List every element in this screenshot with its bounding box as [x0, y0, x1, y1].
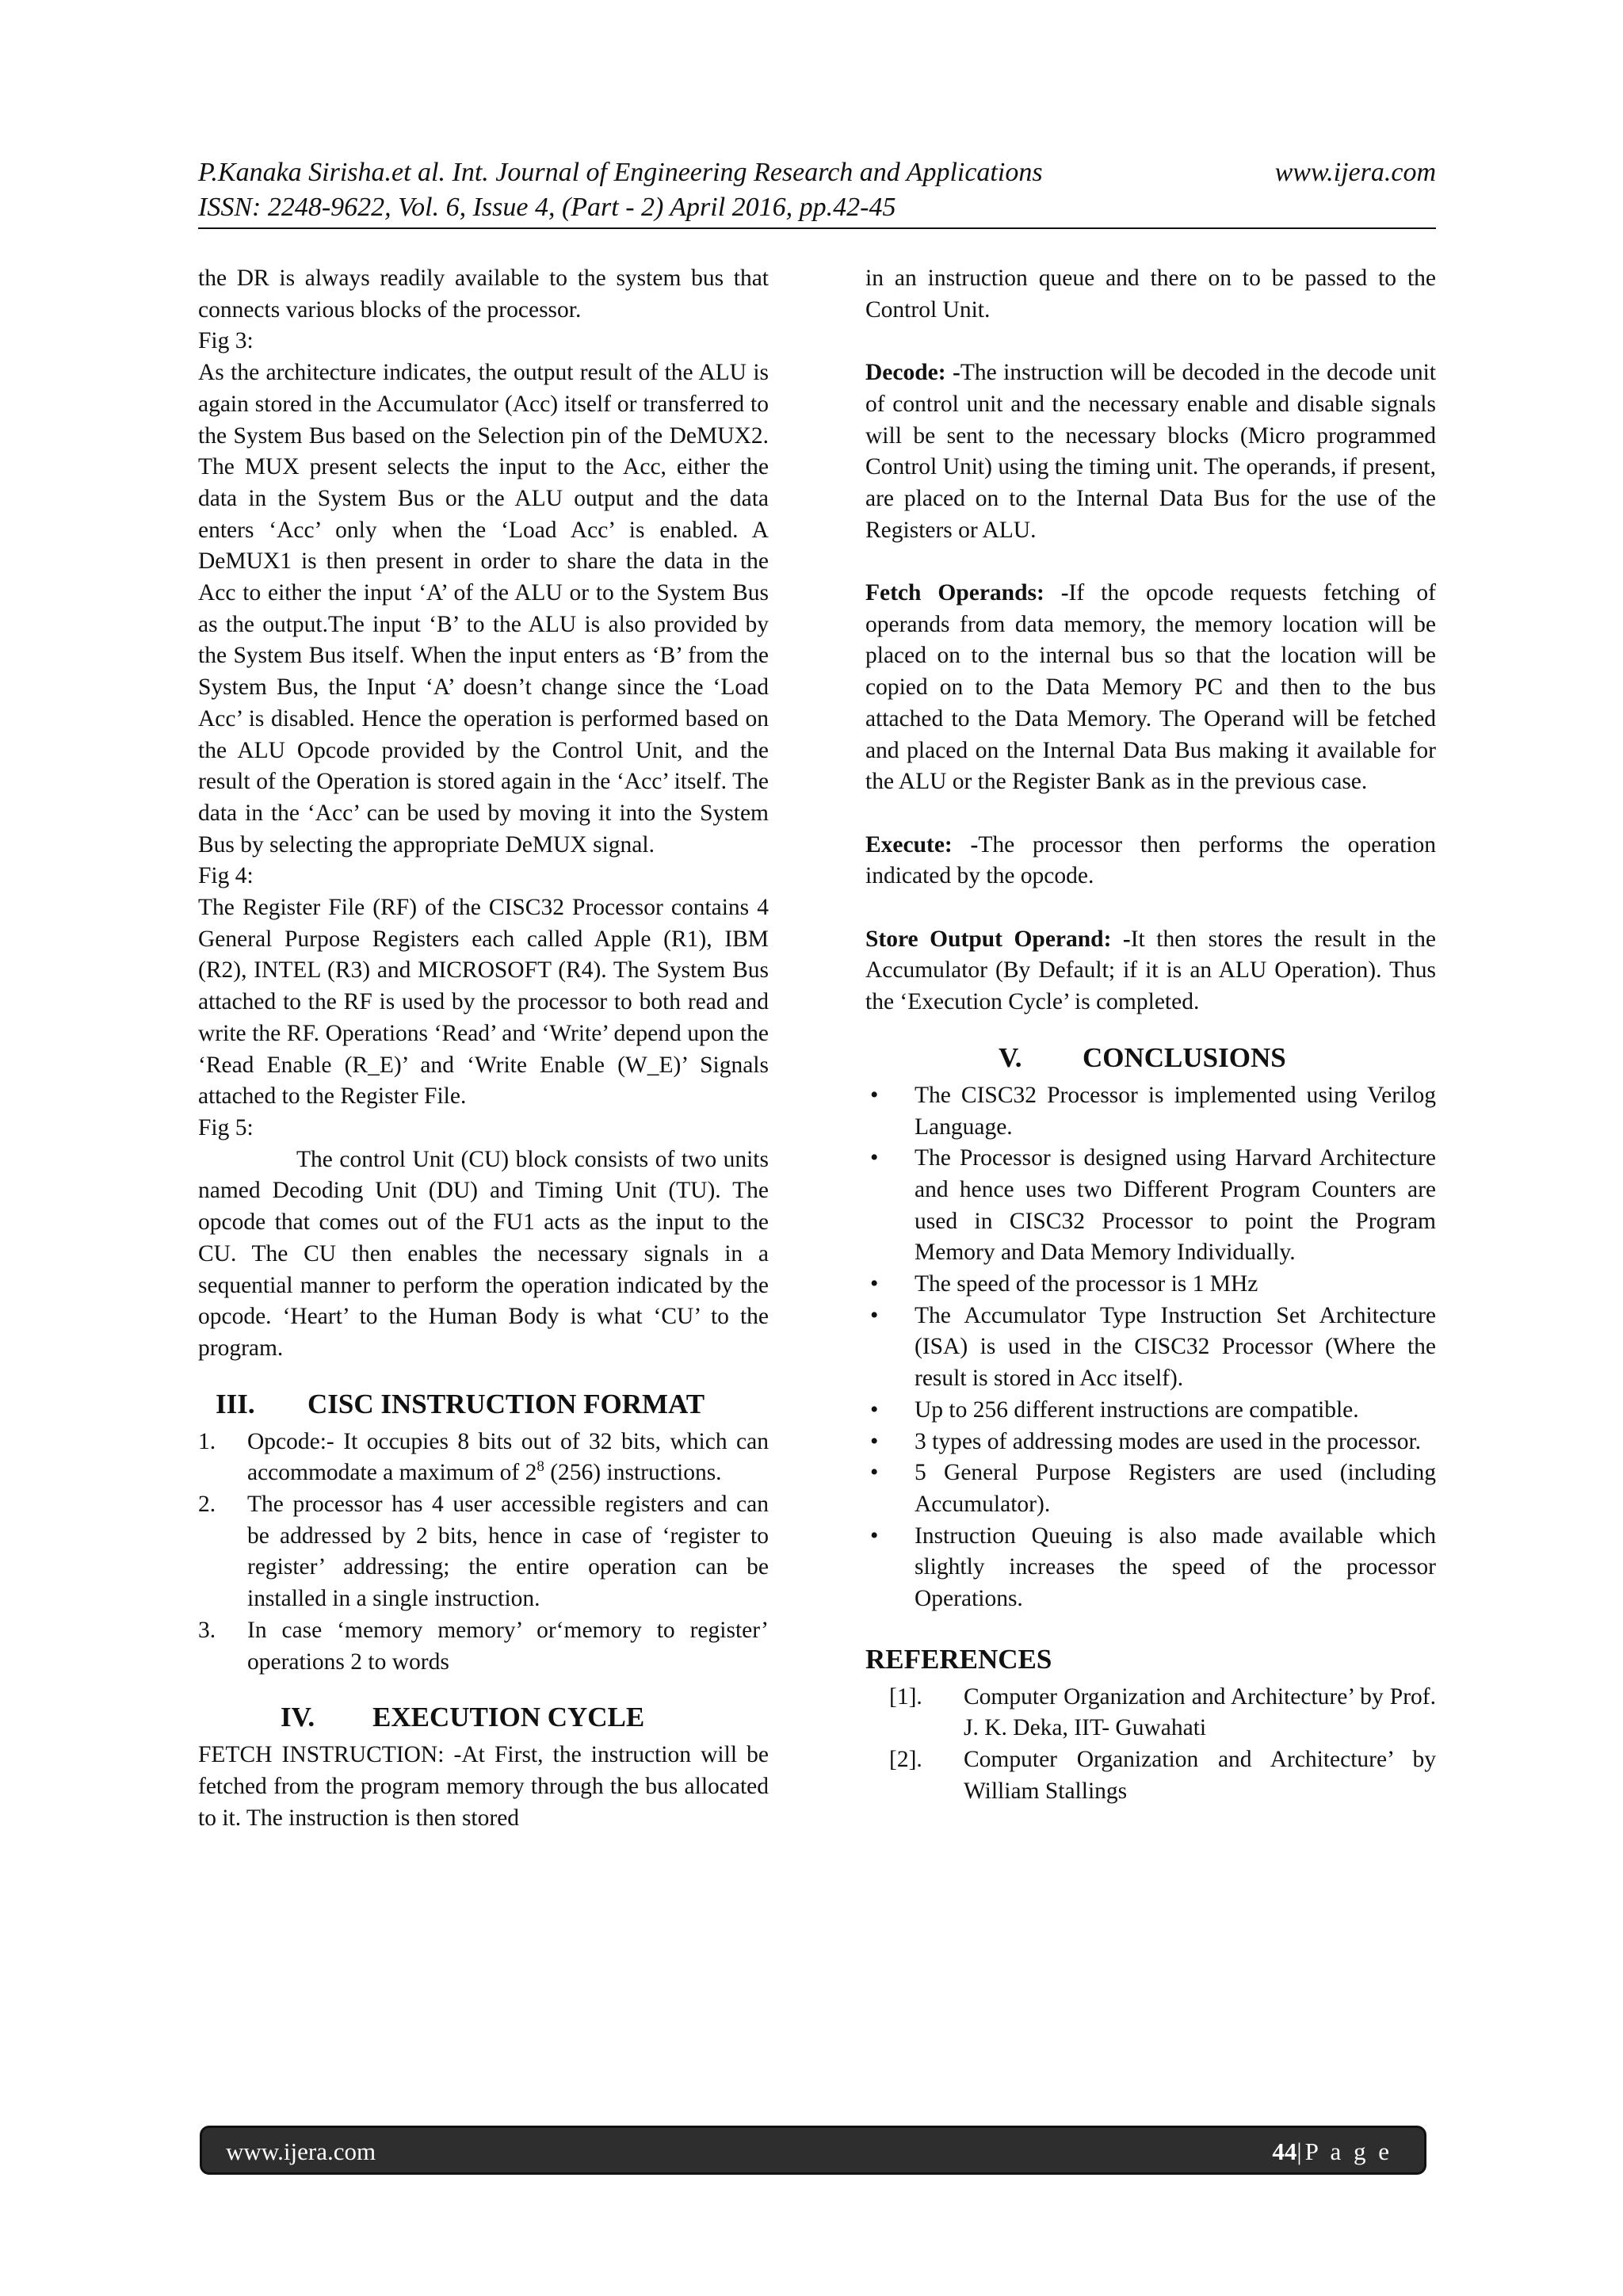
header-issn: ISSN: 2248-9622, Vol. 6, Issue 4, (Part - 2) April 2016, pp.42-45: [198, 193, 896, 222]
list-text: 3 types of addressing modes are used in the processor.: [915, 1428, 1422, 1454]
bullet-icon: •: [870, 1082, 879, 1108]
list-text: (256) instructions.: [544, 1460, 722, 1486]
page-label: |P a g e: [1296, 2137, 1392, 2165]
list-item: [865, 1143, 1436, 1269]
bullet-icon: •: [870, 1396, 879, 1423]
list-text: The Processor is designed using Harvard Architecture and hence uses two Different Program Counters are used in CISC32 Processor to point the Program Memory and Data Memory Individually.: [915, 1145, 1436, 1266]
list-text: The processor has 4 user accessible registers and can be addressed by 2 bits, hence in case of ‘register to register’ addressing; the entire operation can be installed in a single instruction.: [247, 1492, 769, 1612]
list-text: The speed of the processor is 1 MHz: [915, 1271, 1258, 1297]
section-number: V.: [999, 1041, 1022, 1073]
list-item: [198, 1615, 769, 1678]
reference-marker: [1].: [889, 1683, 922, 1710]
bullet-icon: •: [870, 1145, 879, 1171]
section-number: IV.: [281, 1702, 315, 1733]
bullet-icon: •: [870, 1428, 879, 1454]
reference-text: Computer Organization and Architecture’ by William Stallings: [964, 1747, 1436, 1804]
list-text: The Accumulator Type Instruction Set Architecture (ISA) is used in the CISC32 Processor (Where the result is stored in Acc itself).: [915, 1302, 1436, 1392]
references-heading: REFERENCES: [865, 1643, 1052, 1675]
page-number: [1272, 2137, 1392, 2166]
paragraph-text: The instruction will be decoded in the decode unit of control unit and the necessary enable and disable signals will be sent to the necessary blocks (Micro programmed Control Unit) using the timing unit. The operands, if present, are placed on to the Internal Data Bus for the use of the Registers or ALU.: [865, 360, 1436, 543]
figure-ref: Fig 4:: [198, 863, 254, 889]
bullet-icon: •: [870, 1460, 879, 1486]
running-header: [198, 155, 1436, 225]
list-item: [865, 1427, 1436, 1458]
reference-text: Computer Organization and Architecture’ by Prof. J. K. Deka, IIT- Guwahati: [964, 1683, 1436, 1741]
list-item: [198, 1489, 769, 1615]
list-marker: 1.: [198, 1428, 216, 1454]
section-title: CISC INSTRUCTION FORMAT: [307, 1388, 705, 1419]
header-line-1: [198, 155, 1436, 190]
list-marker: 2.: [198, 1492, 216, 1518]
list-text: 5 General Purpose Registers are used (including Accumulator).: [915, 1460, 1436, 1517]
section-heading: [865, 1042, 1436, 1074]
list-text: Up to 256 different instructions are compatible.: [915, 1396, 1359, 1423]
journal-site: www.ijera.com: [1274, 158, 1436, 187]
section-heading: [198, 1702, 769, 1733]
left-column: [198, 263, 769, 1834]
superscript: 8: [537, 1458, 544, 1476]
journal-citation: P.Kanaka Sirisha.et al. Int. Journal of Engineering Research and Applications: [198, 158, 1043, 187]
figure-ref: Fig 5:: [198, 1114, 254, 1140]
page-footer: [200, 2126, 1426, 2175]
list-text: Instruction Queuing is also made available which slightly increases the speed of the processor Operations.: [915, 1522, 1436, 1612]
header-divider: [198, 227, 1436, 229]
paragraph: FETCH INSTRUCTION: -At First, the instruction will be fetched from the program memory through the bus allocated to it. The instruction is then stored: [198, 1742, 769, 1831]
list-item: [865, 1269, 1436, 1301]
list-item: [865, 1080, 1436, 1143]
list-text: The CISC32 Processor is implemented using Verilog Language.: [915, 1082, 1436, 1140]
run-in-label: Execute: -: [865, 831, 979, 858]
run-in-label: Store Output Operand: -: [865, 926, 1131, 952]
conclusions-list: [865, 1080, 1436, 1615]
paragraph: [865, 357, 1436, 546]
list-text: In case ‘memory memory’ or‘memory to register’ operations 2 to words: [247, 1617, 769, 1675]
bullet-icon: •: [870, 1271, 879, 1297]
paragraph: The control Unit (CU) block consists of two units named Decoding Unit (DU) and Timing Unit (TU). The opcode that comes out of the FU1 acts as the input to the CU. The CU then enables the necessary signals in a sequential manner to perform the operation indicated by the opcode. ‘Heart’ to the Human Body is what ‘CU’ to the program.: [198, 1146, 769, 1361]
paragraph: The Register File (RF) of the CISC32 Processor contains 4 General Purpose Registers each called Apple (R1), IBM (R2), INTEL (R3) and MICROSOFT (R4). The System Bus attached to the RF is used by the processor to both read and write the RF. Operations ‘Read’ and ‘Write’ depend upon the ‘Read Enable (R_E)’ and ‘Write Enable (W_E)’ Signals attached to the Register File.: [198, 895, 769, 1110]
paragraph: the DR is always readily available to the system bus that connects various blocks of the processor.: [198, 266, 769, 323]
page-number-value: 44: [1272, 2137, 1297, 2165]
bullet-icon: •: [870, 1302, 879, 1328]
section-heading: [198, 1389, 769, 1420]
list-text: Opcode:- It occupies 8 bits out of 32 bits, which can accommodate a maximum of 2: [247, 1428, 769, 1486]
paragraph: in an instruction queue and there on to be passed to the Control Unit.: [865, 266, 1436, 323]
paragraph: [865, 578, 1436, 798]
paragraph-text: It then stores the result in the Accumulator (By Default; if it is an ALU Operation). Thus the ‘Execution Cycle’ is completed.: [865, 926, 1436, 1015]
section-title: CONCLUSIONS: [1083, 1041, 1286, 1073]
list-item: [865, 1395, 1436, 1427]
references-list: [865, 1682, 1436, 1808]
list-marker: 3.: [198, 1617, 216, 1643]
bullet-icon: •: [870, 1522, 879, 1549]
reference-item: [865, 1744, 1436, 1807]
footer-site: www.ijera.com: [226, 2137, 376, 2165]
list-item: [865, 1301, 1436, 1395]
list-item: [198, 1427, 769, 1489]
paragraph: As the architecture indicates, the output result of the ALU is again stored in the Accumulator (Acc) itself or transferred to the System Bus based on the Selection pin of the DeMUX2. The MUX present selects the input to the Acc, either the data in the System Bus or the ALU output and the data enters ‘Acc’ only when the ‘Load Acc’ is enabled. A DeMUX1 is then present in order to share the data in the Acc to either the input ‘A’ of the ALU or to the System Bus as the output.The input ‘B’ to the ALU is also provided by the System Bus itself. When the input enters as ‘B’ from the System Bus, the Input ‘A’ doesn’t change since the ‘Load Acc’ is disabled. Hence the operation is performed based on the ALU Opcode provided by the Control Unit, and the result of the Operation is stored again in the ‘Acc’ itself. The data in the ‘Acc’ can be used by moving it into the System Bus by selecting the appropriate DeMUX signal.: [198, 360, 769, 858]
figure-ref: Fig 3:: [198, 328, 254, 354]
list-item: [865, 1457, 1436, 1520]
right-column: [865, 263, 1436, 1808]
paragraph: [865, 830, 1436, 892]
list-item: [865, 1521, 1436, 1615]
run-in-label: Fetch Operands: -: [865, 580, 1069, 606]
reference-marker: [2].: [889, 1747, 922, 1773]
section-title: EXECUTION CYCLE: [372, 1702, 645, 1733]
paragraph-text: The processor then performs the operation indicated by the opcode.: [865, 831, 1436, 889]
reference-item: [865, 1682, 1436, 1744]
run-in-label: Decode: -: [865, 360, 960, 386]
paragraph: [865, 924, 1436, 1018]
section-number: III.: [216, 1388, 255, 1419]
paragraph-text: If the opcode requests fetching of operands from data memory, the memory location will be placed on to the internal bus so that the location will be copied on to the Data Memory PC and then to the bus attached to the Data Memory. The Operand will be fetched and placed on the Internal Data Bus making it available for the ALU or the Register Bank as in the previous case.: [865, 580, 1436, 795]
instruction-format-list: [198, 1427, 769, 1679]
